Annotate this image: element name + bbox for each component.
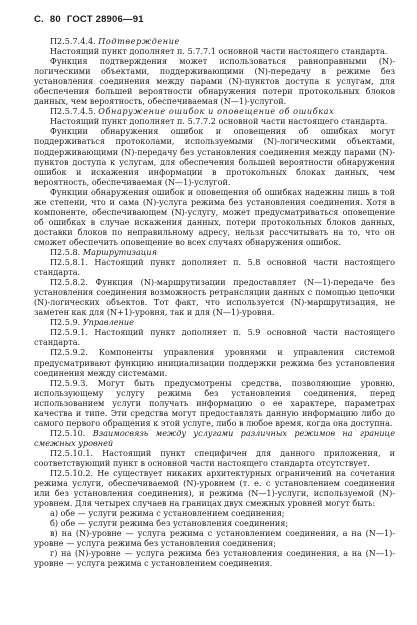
paragraph: Настоящий пункт дополняет п. 5.7.7.2 основной части настоящего стандарта.: [50, 116, 388, 127]
list-item: б) обе — услуги режима без установления соединения;: [50, 518, 289, 529]
section-title: Подтверждение: [98, 36, 180, 46]
paragraph: П2.5.9.2. Компоненты управления уровнями и управления системой предусматривают функцию инициализации поддержки режима без установления соединения между системами.: [34, 347, 395, 378]
paragraph: П2.5.8.2. Функция (N)-маршрутизации предоставляет (N—1)-передаче без установления соединения возможность ретрансляции данных с помощью цепочки (N)-логических объектов. Тот факт, что используется (N)-маршрутизация, не заметен как для (N+1)-уровня, так и для (N—1)-уровня.: [34, 277, 395, 318]
section-number: П2.5.8.: [50, 246, 81, 257]
section-title: Обнаружение ошибок и оповещение об ошибках: [98, 106, 335, 117]
list-item: а) обе — услуги режима с установлением соединения;: [50, 508, 285, 519]
section-heading: [34, 428, 395, 448]
section-number: П2.5.10.: [50, 427, 86, 438]
paragraph: П2.5.10.2. Не существует никаких архитектурных ограничений на сочетания режима услуги, обеспечиваемой (N)-уровнем (т. е. с установлением соединения или без установления соединения), и режима (N—1)-услуги, используемой (N)-уровнем. Для четырех случаев на границах двух смежных уровней могут быть:: [34, 468, 395, 509]
paragraph: Настоящий пункт дополняет п. 5.7.7.1 основной части настоящего стандарта.: [50, 46, 388, 57]
list-item: в) на (N)-уровне — услуга режима с установлением соединения, а на (N—1)-уровне — услуга режима без установления соединения;: [34, 528, 395, 549]
paragraph: П2.5.10.1. Настоящий пункт специфичен для данного приложения, и соответствующий пункт в основной части настоящего стандарта отсутствует.: [34, 447, 395, 468]
paragraph: П2.5.9.3. Могут быть предусмотрены средства, позволяющие уровню, использующему услугу режима без установления соединения, перед использованием услуги получать информацию о ее характере, параметрах качества и типе. Эти средства могут предоставлять данную информацию либо до самого первого обращения к этой услуге, либо в любое время, когда она доступна.: [34, 377, 395, 428]
section-number: П2.5.7.4.5.: [50, 106, 96, 117]
page-letter: С.: [34, 14, 44, 25]
document-code: ГОСТ 28906—91: [66, 14, 144, 25]
section-number: П2.5.9.: [50, 317, 81, 328]
paragraph: Функции обнаружения ошибок и оповещения об ошибках могут поддерживаться протоколами, используемыми (N)-логическими объектами, поддерживающими (N)-передачу без установления соединения между парами (N)-пунктов доступа к услугам, для обеспечения большей вероятности обнаружения ошибок и искажения информации в протокольных блоках данных, чем вероятность, обеспечиваемая (N—1)-услугой.: [34, 126, 395, 187]
section-title: Маршрутизация: [82, 246, 157, 257]
section-heading: [34, 106, 395, 116]
paragraph: Функция подтверждения может использоваться равноправными (N)-логическими объектами, поддерживающими (N)-передачу в режиме без установления соединения между парами (N)-пунктов доступа к услугам, для обеспечения большей вероятности обнаружения потери протокольных блоков данных, чем вероятность, обеспечиваемая (N—1)-услугой.: [34, 56, 395, 107]
section-heading: [34, 317, 395, 327]
section-heading: [34, 36, 395, 46]
paragraph: П2.5.8.1. Настоящий пункт дополняет п. 5.8 основной части настоящего стандарта.: [34, 257, 395, 278]
paragraph: П2.5.9.1. Настоящий пункт дополняет п. 5.9 основной части настоящего стандарта.: [34, 327, 395, 348]
section-number: П2.5.7.4.4.: [50, 36, 96, 46]
paragraph: Функции обнаружения ошибок и оповещения об ошибках надежны лишь в той же степени, что и сама (N)-услуга режима без установления соединения. Хотя в компоненте, обеспечивающем (N)-услугу, может предусматриваться оповещение об ошибках в случае искажения данных, потери протокольных блоков данных, доставки блоков по неправильному адресу, нельзя рассчитывать на то, что он сможет обеспечить оповещение во всех случаях обнаружения ошибок.: [34, 186, 395, 247]
section-title: Управление: [82, 317, 134, 328]
section-heading: [34, 247, 395, 257]
list-item: г) на (N)-уровне — услуга режима без установления соединения, а на (N—1)-уровне — услуга режима с установлением соединения.: [34, 548, 395, 569]
section-title: Взаимосвязь между услугами различных режимов на границе смежных уровней: [34, 427, 395, 448]
page-header: [34, 14, 395, 36]
document-body: [34, 36, 395, 568]
page-number: 80: [49, 14, 61, 25]
